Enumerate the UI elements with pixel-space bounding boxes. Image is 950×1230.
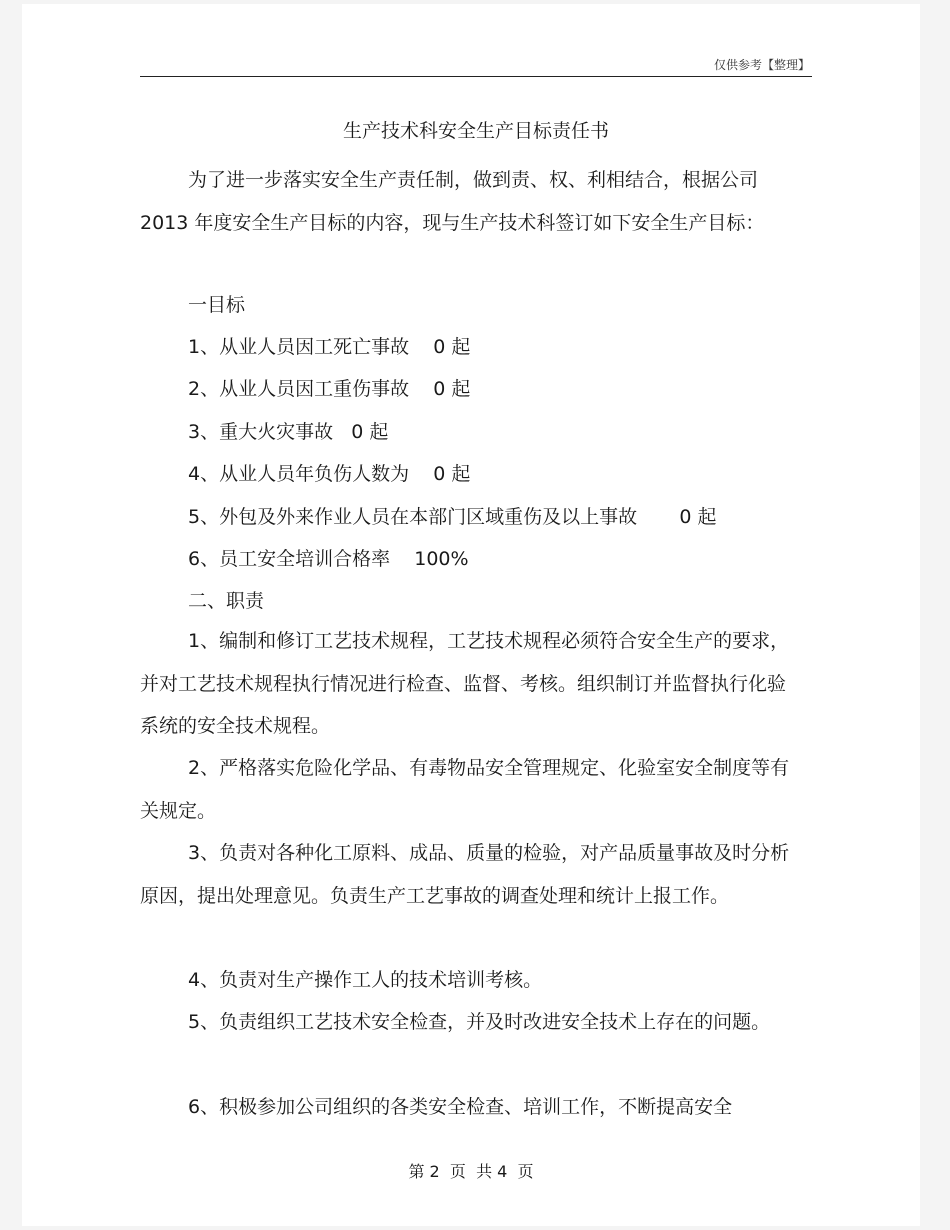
header-divider bbox=[140, 76, 812, 77]
page-number-footer: 第 2 页 共 4 页 bbox=[408, 1162, 534, 1181]
target-item: 4、从业人员年负伤人数为 0 起 bbox=[188, 463, 471, 485]
duty-paragraph: 1、编制和修订工艺技术规程，工艺技术规程必须符合安全生产的要求，并对工艺技术规程执行情况进行检查、监督、考核。组织制订并监督执行化验系统的安全技术规程。 bbox=[140, 630, 790, 737]
duty-paragraph: 3、负责对各种化工原料、成品、质量的检验，对产品质量事故及时分析原因，提出处理意见。负责生产工艺事故的调查处理和统计上报工作。 bbox=[140, 842, 790, 907]
target-item: 2、从业人员因工重伤事故 0 起 bbox=[188, 378, 471, 400]
duty-paragraph: 5、负责组织工艺技术安全检查，并及时改进安全技术上存在的问题。 bbox=[188, 1011, 771, 1033]
duty-paragraph: 2、严格落实危险化学品、有毒物品安全管理规定、化验室安全制度等有关规定。 bbox=[140, 757, 790, 822]
duty-paragraph: 4、负责对生产操作工人的技术培训考核。 bbox=[188, 969, 543, 991]
section-heading-targets: 一目标 bbox=[188, 294, 246, 316]
target-item: 3、重大火灾事故 0 起 bbox=[188, 421, 389, 443]
target-item: 6、员工安全培训合格率 100% bbox=[188, 548, 469, 570]
header-note: 仅供参考【整理】 bbox=[713, 58, 810, 72]
document-title: 生产技术科安全生产目标责任书 bbox=[342, 120, 609, 142]
duty-paragraph: 6、积极参加公司组织的各类安全检查、培训工作，不断提高安全 bbox=[188, 1096, 733, 1118]
target-item: 5、外包及外来作业人员在本部门区域重伤及以上事故 0 起 bbox=[188, 506, 717, 528]
section-heading-duties: 二、职责 bbox=[188, 590, 265, 612]
intro-paragraph: 为了进一步落实安全生产责任制，做到责、权、利相结合，根据公司 2013 年度安全生产目标的内容，现与生产技术科签订如下安全生产目标： bbox=[140, 169, 765, 234]
document-page bbox=[22, 4, 920, 1226]
target-item: 1、从业人员因工死亡事故 0 起 bbox=[188, 336, 471, 358]
